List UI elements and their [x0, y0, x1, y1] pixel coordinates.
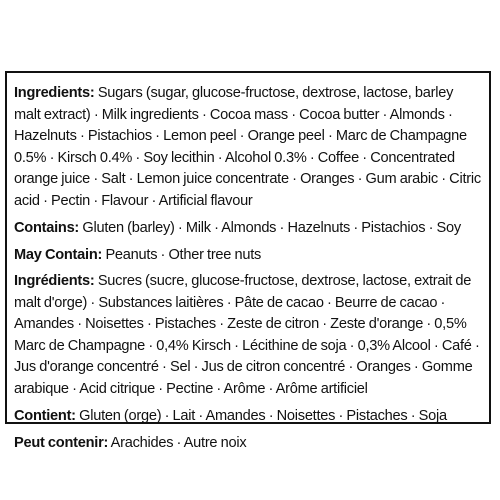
ingredients-text-en: Sugars (sugar, glucose-fructose, dextrose, lactose, barley malt extract) · Milk ingredients · Cocoa mass · Cocoa butter · Almonds · Hazelnuts · Pistachios · Lemon peel · Orange peel · Marc de Champagne 0.5% · Kirsch 0.4% · Soy lecithin · Alcohol 0.3% · Coffee · Concentrated orange juice · Salt · Lemon juice concentrate · Oranges · Gum arabic · Citric acid · Pectin · Flavour · Artificial flavour: [14, 85, 481, 209]
may-contain-text-fr: Arachides · Autre noix: [110, 434, 247, 451]
ingredients-text-fr: Sucres (sucre, glucose-fructose, dextrose, lactose, extrait de malt d'orge) · Substances laitières · Pâte de cacao · Beurre de cacao · Amandes · Noisettes · Pistaches · Zeste de citron · Zeste d'orange · 0,5% Marc de Champagne · 0,4% Kirsch · Lécithine de soja · 0,3% Alcool · Café · Jus d'orange concentré · Sel · Jus de citron concentré · Oranges · Gomme arabique · Acid citrique · Pectine · Arôme · Arôme artificiel: [14, 273, 480, 397]
may-contain-text-en: Peanuts · Other tree nuts: [105, 246, 262, 263]
ingredients-heading-en: Ingredients:: [14, 85, 95, 101]
may-contain-paragraph-en: [14, 245, 481, 267]
contains-paragraph-en: [14, 218, 481, 240]
ingredients-paragraph-fr: [14, 271, 481, 400]
contains-paragraph-fr: [14, 406, 481, 428]
contains-heading-fr: Contient:: [14, 408, 76, 424]
may-contain-heading-fr: Peut contenir:: [14, 434, 109, 451]
ingredients-label-panel: [5, 71, 491, 451]
contains-text-en: Gluten (barley) · Milk · Almonds · Hazelnuts · Pistachios · Soy: [82, 220, 461, 236]
ingredients-heading-fr: Ingrédients:: [14, 273, 95, 289]
may-contain-paragraph-fr: [14, 433, 481, 455]
may-contain-heading-en: May Contain:: [14, 246, 103, 263]
ingredients-paragraph-en: [14, 83, 481, 212]
contains-text-fr: Gluten (orge) · Lait · Amandes · Noisettes · Pistaches · Soja: [79, 408, 447, 424]
contains-heading-en: Contains:: [14, 220, 80, 236]
